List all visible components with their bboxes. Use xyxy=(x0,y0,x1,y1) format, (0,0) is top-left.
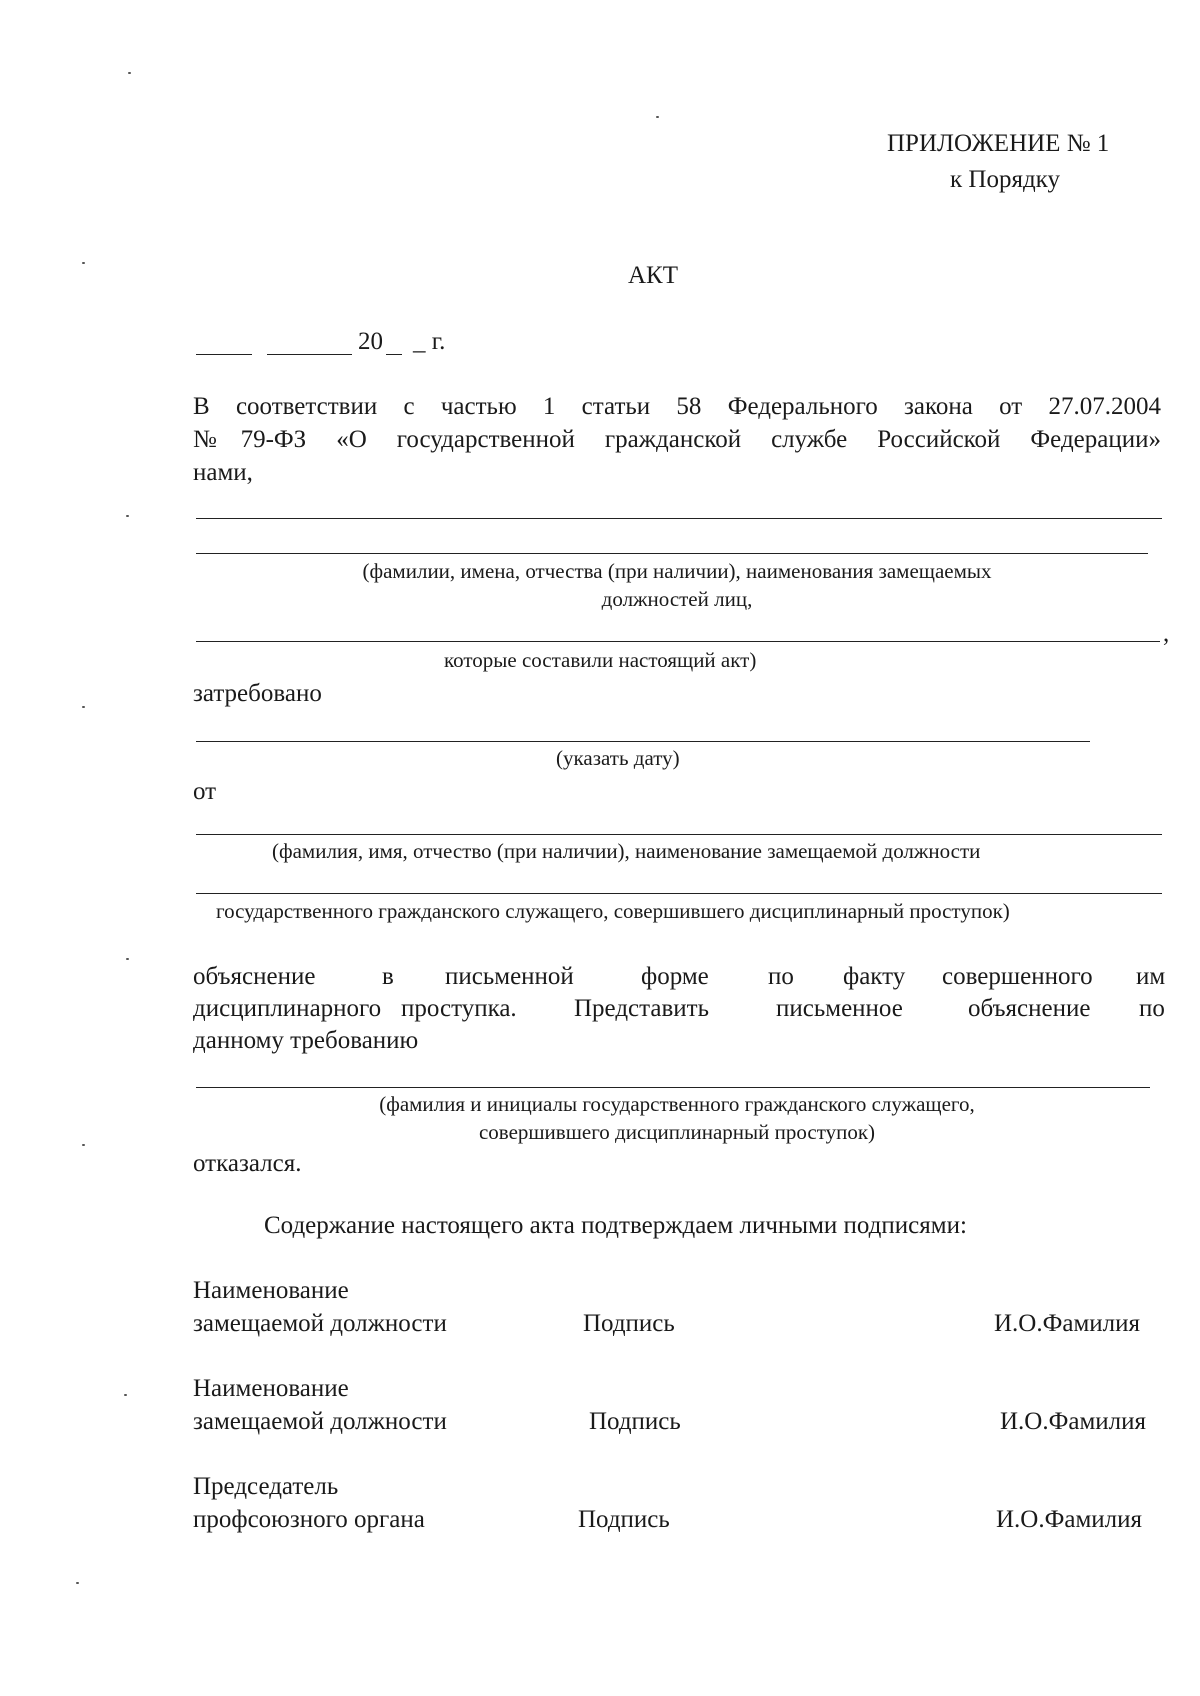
explanation-word: письменной xyxy=(445,963,574,990)
date-year-blank[interactable] xyxy=(386,354,402,355)
explanation-word: по xyxy=(1139,995,1165,1022)
explanation-word: объяснение xyxy=(193,963,316,990)
intro-line-1: В соответствии с частью 1 статьи 58 Федерального закона от 27.07.2004 xyxy=(193,393,1161,420)
employee-blank-2[interactable] xyxy=(196,893,1162,894)
persons-blank-2[interactable] xyxy=(196,553,1148,554)
explanation-word: форме xyxy=(641,963,709,990)
persons-caption-3: которые составили настоящий акт) xyxy=(444,648,757,672)
explanation-word: факту xyxy=(843,963,906,990)
signature-role-line-2: замещаемой должности xyxy=(193,1408,447,1435)
date-year-suffix: _ г. xyxy=(413,328,446,355)
signature-field[interactable]: Подпись xyxy=(578,1506,670,1533)
scan-speck xyxy=(82,1144,85,1146)
requested-label: затребовано xyxy=(193,680,322,707)
document-title: АКТ xyxy=(628,262,678,289)
employee-name-blank[interactable] xyxy=(196,1087,1150,1088)
persons-blank-1[interactable] xyxy=(196,518,1162,519)
explanation-word: дисциплинарного xyxy=(193,995,382,1022)
date-blank[interactable] xyxy=(196,741,1090,742)
explanation-word: в xyxy=(382,963,394,990)
refusal-caption-1: (фамилия и инициалы государственного гражданского служащего, xyxy=(379,1092,975,1116)
scan-speck xyxy=(76,1582,79,1584)
signature-role-line-1: Наименование xyxy=(193,1375,349,1402)
refused-label: отказался. xyxy=(193,1150,302,1177)
signature-role-line-2: замещаемой должности xyxy=(193,1310,447,1337)
signature-name: И.О.Фамилия xyxy=(1000,1408,1147,1435)
scan-speck xyxy=(126,515,129,517)
date-year-prefix: 20 xyxy=(358,328,383,355)
appendix-number: ПРИЛОЖЕНИЕ № 1 xyxy=(887,130,1110,157)
explanation-word: им xyxy=(1136,963,1166,990)
signature-name: И.О.Фамилия xyxy=(996,1506,1143,1533)
from-label: от xyxy=(193,778,217,805)
persons-caption-2: должностей лиц, xyxy=(601,587,753,611)
signature-role-line-1: Наименование xyxy=(193,1277,349,1304)
explanation-word: письменное xyxy=(776,995,903,1022)
employee-caption-1: (фамилия, имя, отчество (при наличии), наименование замещаемой должности xyxy=(272,839,981,863)
signature-field[interactable]: Подпись xyxy=(583,1310,675,1337)
persons-caption-1: (фамилии, имена, отчества (при наличии), наименования замещаемых xyxy=(362,559,992,583)
date-hint: (указать дату) xyxy=(556,746,680,770)
signature-name: И.О.Фамилия xyxy=(994,1310,1141,1337)
employee-blank-1[interactable] xyxy=(196,834,1162,835)
explanation-word: объяснение xyxy=(968,995,1091,1022)
appendix-to-order: к Порядку xyxy=(950,166,1060,193)
explanation-word: совершенного xyxy=(942,963,1093,990)
scan-speck xyxy=(126,958,129,960)
signature-role-line-2: профсоюзного органа xyxy=(193,1506,425,1533)
explanation-word: по xyxy=(768,963,794,990)
confirm-text: Содержание настоящего акта подтверждаем личными подписями: xyxy=(264,1212,967,1239)
intro-line-3: нами, xyxy=(193,459,253,486)
employee-caption-2: государственного гражданского служащего, совершившего дисциплинарный проступок) xyxy=(216,899,1010,923)
scan-speck xyxy=(124,1394,127,1396)
date-day-blank[interactable] xyxy=(196,354,252,355)
signature-role-line-1: Председатель xyxy=(193,1473,339,1500)
persons-blank-3[interactable] xyxy=(196,641,1160,642)
intro-line-2: №79-ФЗ «О государственной гражданской службе Российской Федерации» xyxy=(193,426,1161,453)
explanation-word: Представить xyxy=(574,995,709,1022)
scan-speck xyxy=(82,706,85,708)
explanation-line-3: данному требованию xyxy=(193,1027,419,1054)
scan-speck xyxy=(128,72,131,74)
explanation-word: проступка. xyxy=(401,995,517,1022)
signature-field[interactable]: Подпись xyxy=(589,1408,681,1435)
refusal-caption-2: совершившего дисциплинарный проступок) xyxy=(478,1120,876,1144)
date-month-blank[interactable] xyxy=(267,354,352,355)
scan-speck xyxy=(82,262,85,264)
persons-comma: , xyxy=(1163,620,1170,647)
scan-speck xyxy=(656,116,659,118)
